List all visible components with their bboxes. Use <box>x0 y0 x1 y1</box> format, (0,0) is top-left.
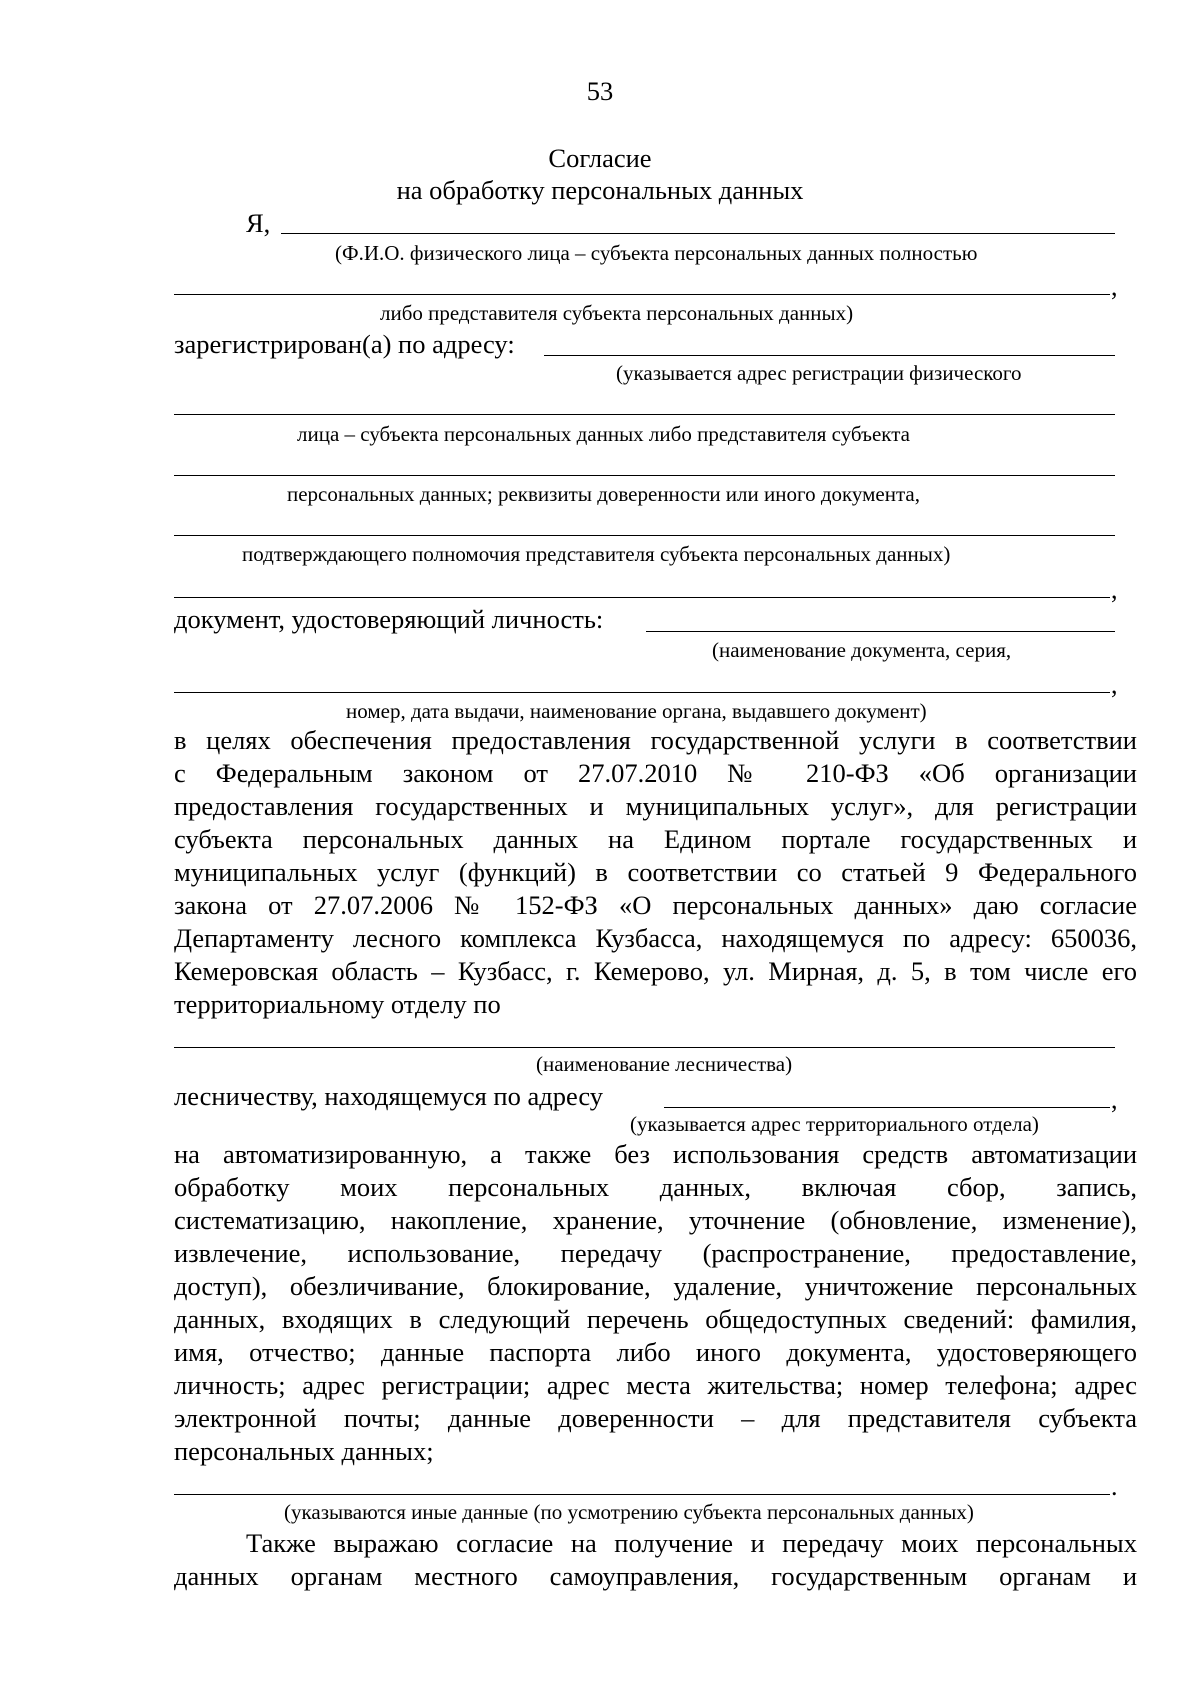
fio-hint-1: (Ф.И.О. физического лица – субъекта персональных данных полностью <box>335 241 978 265</box>
fio-line-1 <box>281 233 1115 234</box>
territorial-address-hint: (указывается адрес территориального отдела) <box>630 1112 1039 1136</box>
paragraph-2-last-line: персональных данных; <box>174 1436 434 1466</box>
paragraph-1-line: Кемеровская область – Кузбасс, г. Кемерово, ул. Мирная, д. 5, в том числе его <box>174 956 1137 986</box>
address-line-5 <box>174 597 1110 598</box>
page-number: 53 <box>586 76 614 106</box>
paragraph-2-line: личность; адрес регистрации; адрес места жительства; номер телефона; адрес <box>174 1370 1137 1400</box>
paragraph-3-line: Также выражаю согласие на получение и передачу моих персональных <box>246 1528 1137 1558</box>
fio-hint-2: либо представителя субъекта персональных данных) <box>380 301 854 325</box>
paragraph-1-line: закона от 27.07.2006 № 152-ФЗ «О персональных данных» даю согласие <box>174 890 1137 920</box>
paragraph-1-last-line: территориальному отделу по <box>174 989 501 1019</box>
registered-label: зарегистрирован(а) по адресу: <box>174 329 515 359</box>
identity-doc-label: документ, удостоверяющий личность: <box>174 604 604 634</box>
forestry-address-line <box>664 1107 1110 1108</box>
identity-doc-line-2 <box>174 692 1110 693</box>
comma-mark: , <box>1111 575 1118 604</box>
forestry-address-label: лесничеству, находящемуся по адресу <box>174 1081 604 1111</box>
paragraph-2-line: систематизацию, накопление, хранение, уточнение (обновление, изменение), <box>174 1205 1137 1235</box>
fio-line-2 <box>174 294 1110 295</box>
paragraph-2-line: обработку моих персональных данных, включая сбор, запись, <box>174 1172 1137 1202</box>
paragraph-2-line: на автоматизированную, а также без использования средств автоматизации <box>174 1139 1137 1169</box>
paragraph-2-line: данных, входящих в следующий перечень общедоступных сведений: фамилия, <box>174 1304 1137 1334</box>
paragraph-1-line: с Федеральным законом от 27.07.2010 № 210-ФЗ «Об организации <box>174 758 1137 788</box>
paragraph-2-line: имя, отчество; данные паспорта либо иного документа, удостоверяющего <box>174 1337 1137 1367</box>
paragraph-2-line: доступ), обезличивание, блокирование, удаление, уничтожение персональных <box>174 1271 1137 1301</box>
paragraph-2-line: электронной почты; данные доверенности – для представителя субъекта <box>174 1403 1137 1433</box>
other-data-hint: (указываются иные данные (по усмотрению субъекта персональных данных) <box>284 1500 974 1524</box>
address-line-2 <box>174 414 1115 415</box>
comma-mark: , <box>1111 670 1118 699</box>
identity-doc-hint-1: (наименование документа, серия, <box>712 638 1012 662</box>
paragraph-3-line: данных органам местного самоуправления, государственным органам и <box>174 1561 1137 1591</box>
address-hint-3: персональных данных; реквизиты доверенности или иного документа, <box>287 482 920 506</box>
paragraph-1-line: предоставления государственных и муниципальных услуг», для регистрации <box>174 791 1137 821</box>
document-subtitle: на обработку персональных данных <box>396 175 804 205</box>
address-hint-4: подтверждающего полномочия представителя субъекта персональных данных) <box>242 542 951 566</box>
forestry-hint: (наименование лесничества) <box>536 1052 793 1076</box>
address-hint-2: лица – субъекта персональных данных либо представителя субъекта <box>297 422 910 446</box>
address-line-3 <box>174 475 1115 476</box>
period-mark: . <box>1111 1472 1118 1501</box>
paragraph-1-line: муниципальных услуг (функций) в соответствии со статьей 9 Федерального <box>174 857 1137 887</box>
identity-doc-line-1 <box>646 631 1115 632</box>
ya-label: Я, <box>246 208 271 238</box>
address-hint-1: (указывается адрес регистрации физического <box>616 361 1022 385</box>
paragraph-1-line: субъекта персональных данных на Едином портале государственных и <box>174 824 1137 854</box>
address-line-1 <box>544 355 1115 356</box>
document-title: Согласие <box>548 143 652 173</box>
identity-doc-hint-2: номер, дата выдачи, наименование органа, выдавшего документ) <box>346 699 927 723</box>
paragraph-2-line: извлечение, использование, передачу (распространение, предоставление, <box>174 1238 1137 1268</box>
comma-mark: , <box>1111 272 1118 301</box>
forestry-line <box>174 1047 1115 1048</box>
paragraph-1-line: Департаменту лесного комплекса Кузбасса, находящемуся по адресу: 650036, <box>174 923 1137 953</box>
address-line-4 <box>174 535 1115 536</box>
paragraph-1-line: в целях обеспечения предоставления государственной услуги в соответствии <box>174 725 1137 755</box>
other-data-line <box>174 1494 1110 1495</box>
comma-mark: , <box>1111 1085 1118 1114</box>
